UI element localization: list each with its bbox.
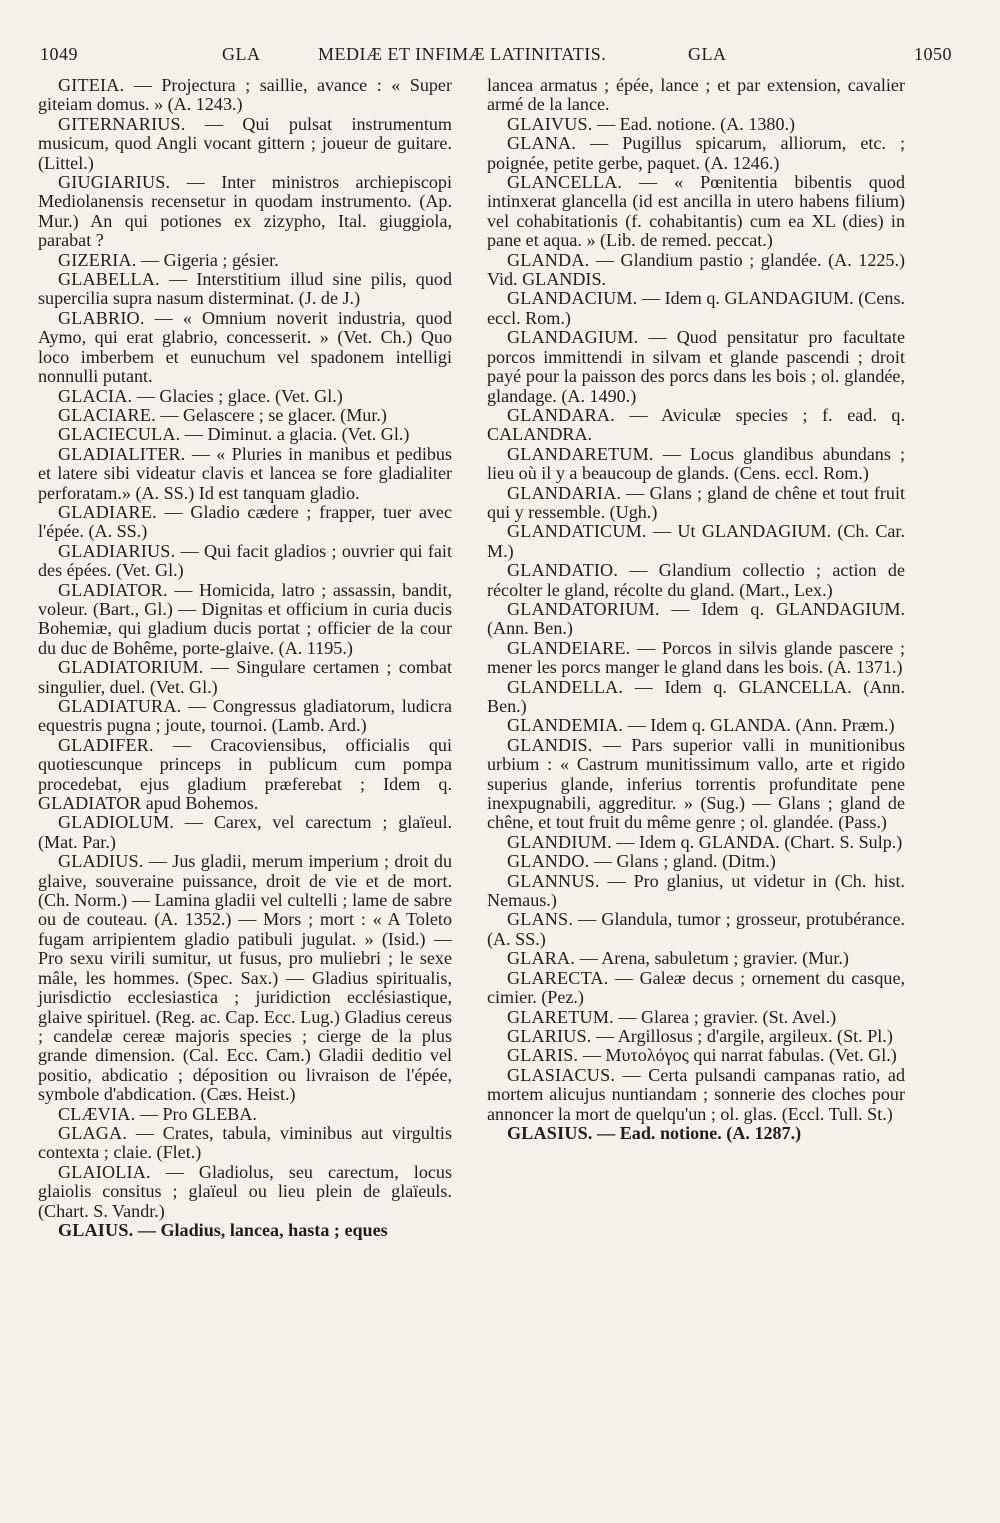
entry-headword: GLADIUS. xyxy=(58,851,144,872)
entry-definition: — Idem q. GLANCELLA. (Ann. Ben.) xyxy=(487,676,905,716)
entry-definition: — Argillosus ; d'argile, argileux. (St. Pl.) xyxy=(596,1025,893,1046)
entry-definition: — Singulare certamen ; combat singulier, duel. (Vet. Gl.) xyxy=(38,657,452,697)
entry-definition: — Projectura ; saillie, avance : « Super giteiam domus. » (A. 1243.) xyxy=(38,75,452,115)
entry-headword: GLANDAGIUM. xyxy=(507,327,639,348)
entry-headword: GLADIARE. xyxy=(58,501,157,522)
entry-definition: — Quod pensitatur pro facultate porcos immittendi in silvam et glande pascendi ; droit payé pour la paisson des porcs dans les bois ; ol. glandée, glandage. (A. 1490.) xyxy=(487,327,905,406)
entry-headword: GLADIATORIUM. xyxy=(58,657,204,678)
entry-headword: GLACIA. xyxy=(58,385,133,406)
entry-definition: — Glans ; gland. (Ditm.) xyxy=(593,851,776,872)
entry-definition: — Pro GLEBA. xyxy=(139,1103,257,1124)
dictionary-entry xyxy=(38,503,452,542)
entry-headword: GLANDEIARE. xyxy=(507,637,631,658)
entry-definition: — Galeæ decus ; ornement du casque, cimier. (Pez.) xyxy=(487,967,905,1008)
dictionary-entry xyxy=(487,852,905,871)
dictionary-entry xyxy=(487,522,905,561)
entry-headword: GLANDEMIA. xyxy=(507,715,624,736)
dictionary-entry xyxy=(38,445,452,503)
entry-headword: GLAIOLIA. xyxy=(58,1161,151,1182)
entry-headword: GLACIECULA. xyxy=(58,424,181,445)
entry-definition: — Arena, sabuletum ; gravier. (Mur.) xyxy=(579,948,849,969)
dictionary-entry xyxy=(487,600,905,639)
entry-headword: GITEIA. xyxy=(58,75,125,95)
entry-headword: GLARA. xyxy=(507,948,576,969)
dictionary-entry xyxy=(487,328,905,406)
entry-definition: — Congressus gladiatorum, ludicra equestris pugna ; joute, tournoi. (Lamb. Ard.) xyxy=(38,696,452,736)
entry-headword: GLANDELLA. xyxy=(507,676,624,697)
entry-headword: GLADIALITER. xyxy=(58,443,186,464)
entry-definition: — « Omnium noverit industria, quod Aymo, qui erat glabrio, concesserit. » (Vet. Ch.) Quo loco imberbem et eunuchum vel spadonem intelligi nonnulli putant. xyxy=(38,307,453,387)
dictionary-entry xyxy=(487,251,905,290)
dictionary-entry xyxy=(487,76,905,115)
entry-headword: GLANDIUM. xyxy=(507,831,612,852)
entry-definition: — Inter ministros archiepiscopi Mediolanensis recensetur in quodam instrumento. (Ap. Mur.) An qui potiones ex zizypho, Ital. giuggiola, parabat ? xyxy=(38,172,452,251)
entry-headword: GLANCELLA. xyxy=(507,172,623,193)
running-title: MEDIÆ ET INFIMÆ LATINITATIS. xyxy=(318,44,607,64)
dictionary-entry xyxy=(487,289,905,328)
running-head xyxy=(40,44,952,70)
entry-definition: — Qui facit gladios ; ouvrier qui fait des épées. (Vet. Gl.) xyxy=(38,540,452,581)
entry-definition: — Glacies ; glace. (Vet. Gl.) xyxy=(136,385,343,406)
entry-headword: GLARETUM. xyxy=(507,1006,614,1027)
dictionary-entry xyxy=(487,484,905,523)
entry-headword: GLARIUS. xyxy=(507,1025,592,1046)
entry-headword: GLANDA. xyxy=(507,249,590,270)
entry-definition: — Pars superior valli in munitionibus urbium : « Castrum munitissimum vallo, arte et rigido superius glande, inferius torrentis profunditate pene inexpugnabili, aggreditur. » (Sug.) — Glans ; gland de chêne, et tout fruit du même genre ; ol. glandée. (Pass.) xyxy=(487,734,905,833)
dictionary-entry xyxy=(487,910,905,949)
entry-headword: GLANDARIA. xyxy=(507,482,622,503)
entry-definition: — Gladiolus, seu carectum, locus glaiolis consitus ; glaïeul ou lieu plein de glaïeuls. (Chart. S. Vandr.) xyxy=(38,1161,452,1221)
dictionary-entry xyxy=(38,736,452,814)
entry-headword: GLANDO. xyxy=(507,851,590,872)
dictionary-entry xyxy=(38,658,452,697)
left-column xyxy=(38,76,452,1240)
dictionary-entry xyxy=(38,813,452,852)
entry-headword: GLAGA. xyxy=(58,1122,128,1143)
dictionary-entry xyxy=(487,1008,905,1027)
entry-headword: GLARIS. xyxy=(507,1045,579,1066)
entry-definition: — Aviculæ species ; f. ead. q. CALANDRA. xyxy=(487,404,905,445)
entry-headword: GLANS. xyxy=(507,909,574,930)
entry-headword: GLANDATICUM. xyxy=(507,521,647,542)
entry-definition: — « Pluries in manibus et pedibus et latere sibi videatur clavis et lancea se fore gladialiter perforatam.» (A. SS.) Id est tanquam gladio. xyxy=(38,443,452,503)
entry-definition: — Interstitium illud sine pilis, quod supercilia supra nasum disterminat. (J. de J.) xyxy=(38,269,452,309)
dictionary-entry xyxy=(487,736,905,833)
entry-definition: — Glarea ; gravier. (St. Avel.) xyxy=(618,1006,837,1027)
entry-headword: GIZERIA. xyxy=(58,249,137,270)
entry-headword: GLAIVUS. xyxy=(507,113,593,134)
dictionary-entry xyxy=(487,639,905,678)
entry-definition: — Locus glandibus abundans ; lieu où il y a beaucoup de glands. (Cens. eccl. Rom.) xyxy=(487,443,905,484)
entry-definition: — Gelascere ; se glacer. (Mur.) xyxy=(160,404,387,425)
entry-headword: GLANDARETUM. xyxy=(507,443,654,464)
dictionary-entry xyxy=(38,251,452,270)
dictionary-entry xyxy=(487,949,905,968)
entry-headword: GLARECTA. xyxy=(507,967,609,988)
entry-headword: GITERNARIUS. xyxy=(58,113,186,134)
entry-definition: — Glans ; gland de chêne et tout fruit qui y ressemble. (Ugh.) xyxy=(487,482,905,522)
entry-definition: — Glandium pastio ; glandée. (A. 1225.) Vid. GLANDIS. xyxy=(487,249,906,290)
entry-definition: — Qui pulsat instrumentum musicum, quod Angli vocant gittern ; joueur de guitare. (Littel.) xyxy=(38,113,452,173)
dictionary-entry xyxy=(38,542,452,581)
entry-headword: GLABELLA. xyxy=(58,269,160,290)
entry-definition: — Crates, tabula, viminibus aut virgultis contexta ; claie. (Flet.) xyxy=(38,1122,453,1163)
entry-definition: lancea armatus ; épée, lance ; et par extension, cavalier armé de la lance. xyxy=(487,75,905,115)
entry-headword: GLANDIS. xyxy=(507,734,593,755)
entry-definition: — Idem q. GLANDAGIUM. (Cens. eccl. Rom.) xyxy=(487,288,906,328)
entry-definition: — Gladius, lancea, hasta ; eques xyxy=(137,1219,388,1240)
dictionary-entry xyxy=(487,833,905,852)
entry-headword: GLADIOLUM. xyxy=(58,812,175,833)
entry-definition: — « Pœnitentia bibentis quod intinxerat glancella (id est ancilla in utero habens filium) vel cohabitationis (f. cohabitantis) cum ea XL (dies) in pane et aqua. » (Lib. de remed. peccat.) xyxy=(487,172,905,251)
right-guide-word: GLA xyxy=(688,44,727,64)
entry-headword: GLANDARA. xyxy=(507,404,615,425)
entry-headword: GLADIATOR. xyxy=(58,579,168,600)
entry-definition: — Certa pulsandi campanas ratio, ad mortem alicujus nuntiandam ; sonnerie des cloches pour annoncer la mort de quelqu'un ; ol. glas. (Eccl. Tull. St.) xyxy=(487,1064,905,1124)
entry-headword: CLÆVIA. xyxy=(58,1103,136,1124)
right-page-number: 1050 xyxy=(914,44,952,64)
dictionary-entry xyxy=(487,561,905,600)
entry-definition: — Μυτολόγος qui narrat fabulas. (Vet. Gl.) xyxy=(582,1045,897,1066)
dictionary-entry xyxy=(487,1027,905,1046)
left-page-number: 1049 xyxy=(40,44,78,64)
dictionary-entry xyxy=(38,1105,452,1124)
dictionary-entry xyxy=(487,134,905,173)
entry-definition: — Gigeria ; gésier. xyxy=(141,249,279,270)
dictionary-entry xyxy=(38,1163,452,1221)
entry-definition: — Ead. notione. (A. 1380.) xyxy=(597,113,796,134)
entry-headword: GLASIACUS. xyxy=(507,1064,616,1085)
dictionary-entry xyxy=(38,852,452,1104)
dictionary-entry xyxy=(38,173,452,251)
entry-definition: — Cracoviensibus, officialis qui quotiescunque princeps in publicum cum pompa procedebat, ejus gladium præferebat ; Idem q. GLADIATOR apud Bohemos. xyxy=(38,734,452,814)
left-guide-word: GLA xyxy=(222,44,261,64)
dictionary-entry xyxy=(487,406,905,445)
dictionary-entry xyxy=(38,76,452,115)
entry-definition: — Gladio cædere ; frapper, tuer avec l'épée. (A. SS.) xyxy=(38,501,452,542)
dictionary-entry xyxy=(38,115,452,173)
dictionary-entry xyxy=(38,406,452,425)
entry-definition: — Homicida, latro ; assassin, bandit, voleur. (Bart., Gl.) — Dignitas et officium in curia ducis Bohemiæ, qui gladium ducis portat ; officier de la cour du duc de Bohême, porte-glaive. (A. 1195.) xyxy=(38,579,452,658)
dictionary-entry xyxy=(38,387,452,406)
entry-headword: GLABRIO. xyxy=(58,307,145,328)
entry-headword: GIUGIARIUS. xyxy=(58,172,171,193)
dictionary-entry xyxy=(487,115,905,134)
entry-headword: GLADIFER. xyxy=(58,734,154,755)
entry-definition: — Pugillus spicarum, alliorum, etc. ; poignée, petite gerbe, paquet. (A. 1246.) xyxy=(487,133,905,173)
dictionary-entry xyxy=(487,872,905,911)
right-column xyxy=(487,76,905,1143)
entry-headword: GLANDACIUM. xyxy=(507,288,638,309)
entry-headword: GLADIATURA. xyxy=(58,696,182,716)
entry-definition: — Glandula, tumor ; grosseur, protubérance. (A. SS.) xyxy=(487,909,905,949)
entry-definition: — Ut GLANDAGIUM. (Ch. Car. M.) xyxy=(487,521,905,561)
dictionary-entry xyxy=(487,445,905,484)
entry-definition: — Carex, vel carectum ; glaïeul. (Mat. Par.) xyxy=(38,812,452,852)
entry-headword: GLASIUS. xyxy=(507,1122,593,1143)
dictionary-entry xyxy=(38,697,452,736)
entry-definition: — Glandium collectio ; action de récolter le gland, récolte du gland. (Mart., Lex.) xyxy=(487,560,905,600)
entry-definition: — Diminut. a glacia. (Vet. Gl.) xyxy=(184,424,410,445)
entry-definition: — Ead. notione. (A. 1287.) xyxy=(597,1122,802,1143)
dictionary-entry xyxy=(487,1066,905,1124)
dictionary-entry xyxy=(487,1124,905,1143)
entry-headword: GLANA. xyxy=(507,133,577,154)
entry-headword: GLAIUS. xyxy=(58,1219,134,1240)
entry-definition: — Jus gladii, merum imperium ; droit du glaive, souveraine puissance, droit de vie et de mort. (Ch. Norm.) — Lamina gladii vel cultelli ; lame de sabre ou de couteau. (A. 1352.) — Mors ; mort : « A Toleto fugam arripientem gladio patibuli jugulat. » (Isid.) — Pro sexu virili sumitur, ut fusus, pro muliebri ; le sexe mâle, les hommes. (Spec. Sax.) — Gladius spiritualis, jurisdictio ecclesiastica ; juridiction ecclésiastique, glaive spirituel. (Reg. ac. Cap. Ecc. Lug.) Gladius cereus ; candelæ cereæ majoris species ; cierge de la plus grande dimension. (Cal. Ecc. Cam.) Gladii deditio vel positio, abdicatio ; déposition ou livraison de l'épée, symbole d'abdication. (Cæs. Heist.) xyxy=(38,851,452,1105)
dictionary-entry xyxy=(487,1046,905,1065)
dictionary-entry xyxy=(38,1124,452,1163)
dictionary-entry xyxy=(487,969,905,1008)
dictionary-entry xyxy=(487,716,905,735)
entry-definition: — Idem q. GLANDA. (Ann. Præm.) xyxy=(627,715,895,736)
dictionary-entry xyxy=(38,425,452,444)
dictionary-entry xyxy=(38,1221,452,1240)
dictionary-entry xyxy=(487,173,905,251)
entry-headword: GLACIARE. xyxy=(58,404,156,425)
dictionary-entry xyxy=(38,309,452,387)
entry-headword: GLANNUS. xyxy=(507,870,600,891)
entry-headword: GLANDATORIUM. xyxy=(507,598,660,619)
entry-definition: — Porcos in silvis glande pascere ; mener les porcs manger le gland dans les bois. (A. 1371.) xyxy=(487,637,905,678)
entry-headword: GLADIARIUS. xyxy=(58,540,176,561)
dictionary-entry xyxy=(38,581,452,659)
dictionary-entry xyxy=(38,270,452,309)
entry-definition: — Idem q. GLANDAGIUM. (Ann. Ben.) xyxy=(487,598,905,639)
entry-definition: — Idem q. GLANDA. (Chart. S. Sulp.) xyxy=(616,831,903,852)
entry-headword: GLANDATIO. xyxy=(507,560,619,581)
dictionary-entry xyxy=(487,678,905,717)
entry-definition: — Pro glanius, ut videtur in (Ch. hist. Nemaus.) xyxy=(487,870,905,911)
